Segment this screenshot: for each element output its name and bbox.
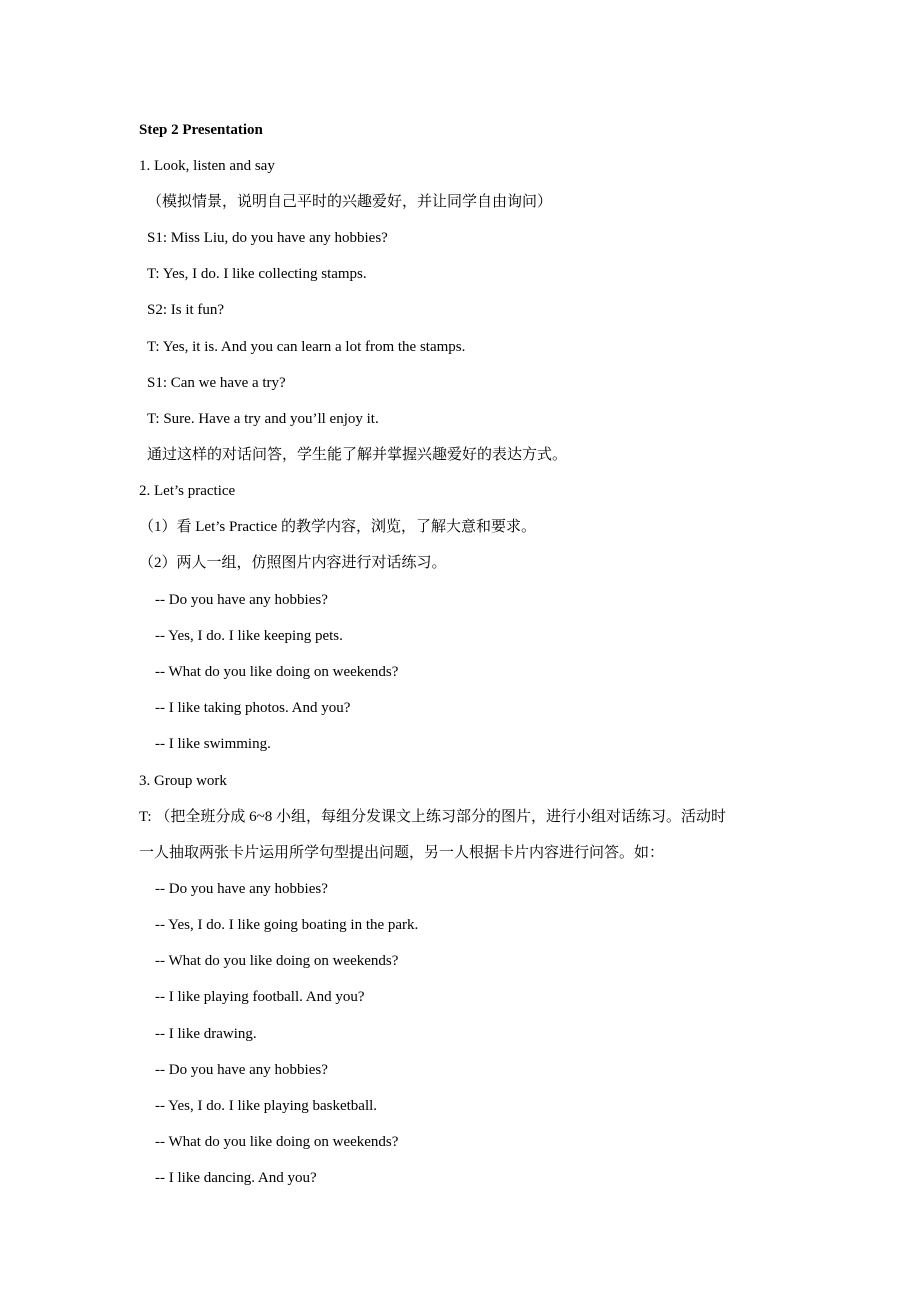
dialogue-line: -- I like dancing. And you? — [155, 1170, 317, 1186]
dialogue-line: S1: Can we have a try? — [147, 375, 286, 391]
dialogue-line: -- Do you have any hobbies? — [155, 1062, 328, 1078]
section-3-instruction: 一人抽取两张卡片运用所学句型提出问题，另一人根据卡片内容进行问答。如： — [139, 845, 665, 861]
dialogue-line: -- What do you like doing on weekends? — [155, 664, 399, 680]
section-heading: Step 2 Presentation — [139, 122, 263, 138]
section-2-step-2: （2）两人一组，仿照图片内容进行对话练习。 — [139, 555, 447, 571]
dialogue-line: -- What do you like doing on weekends? — [155, 953, 399, 969]
dialogue-line: -- What do you like doing on weekends? — [155, 1134, 399, 1150]
dialogue-line: -- Yes, I do. I like playing basketball. — [155, 1098, 378, 1114]
section-2-title: 2. Let’s practice — [139, 483, 236, 499]
dialogue-line: -- I like taking photos. And you? — [155, 700, 351, 716]
dialogue-line: -- I like swimming. — [155, 736, 271, 752]
section-1-note: （模拟情景，说明自己平时的兴趣爱好，并让同学自由询问） — [147, 194, 553, 210]
section-1-summary: 通过这样的对话问答，学生能了解并掌握兴趣爱好的表达方式。 — [147, 447, 568, 463]
dialogue-line: T: Yes, it is. And you can learn a lot from the stamps. — [147, 339, 466, 355]
dialogue-line: T: Sure. Have a try and you’ll enjoy it. — [147, 411, 379, 427]
dialogue-line: -- I like drawing. — [155, 1026, 257, 1042]
section-3-title: 3. Group work — [139, 773, 227, 789]
section-3-instruction: T: （把全班分成 6~8 小组，每组分发课文上练习部分的图片，进行小组对话练习。活动时 — [139, 809, 726, 825]
section-2-step-1: （1）看 Let’s Practice 的教学内容，浏览，了解大意和要求。 — [139, 519, 537, 535]
dialogue-line: -- Do you have any hobbies? — [155, 881, 328, 897]
dialogue-line: -- Yes, I do. I like keeping pets. — [155, 628, 343, 644]
section-1-title: 1. Look, listen and say — [139, 158, 275, 174]
dialogue-line: S1: Miss Liu, do you have any hobbies? — [147, 230, 388, 246]
dialogue-line: T: Yes, I do. I like collecting stamps. — [147, 266, 367, 282]
dialogue-line: -- Do you have any hobbies? — [155, 592, 328, 608]
dialogue-line: -- I like playing football. And you? — [155, 989, 365, 1005]
dialogue-line: S2: Is it fun? — [147, 302, 225, 318]
dialogue-line: -- Yes, I do. I like going boating in the park. — [155, 917, 419, 933]
